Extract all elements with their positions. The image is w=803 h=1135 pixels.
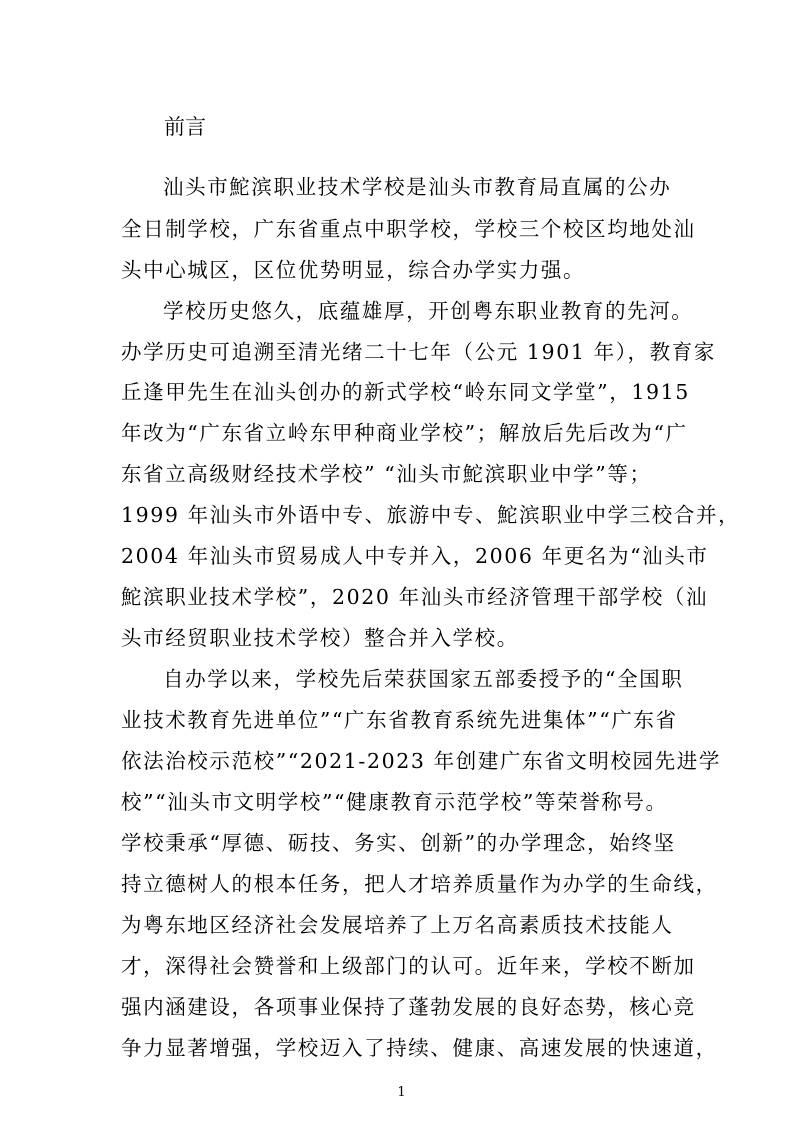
- text-line: 自办学以来，学校先后荣获国家五部委授予的“全国职: [163, 667, 684, 691]
- text-line: 业技术教育先进单位”“广东省教育系统先进集体”“广东省: [121, 708, 678, 732]
- text-line: 依法治校示范校”“2021-2023 年创建广东省文明校园先进学: [121, 749, 721, 773]
- text-line: 为粤东地区经济社会发展培养了上万名高素质技术技能人: [121, 913, 674, 937]
- text-line: 才，深得社会赞誉和上级部门的认可。近年来，学校不断加: [121, 954, 696, 978]
- text-line: 学校秉承“厚德、砺技、务实、创新”的办学理念，始终坚: [121, 831, 676, 855]
- page-heading: 前言: [164, 115, 206, 139]
- text-line: 办学历史可追溯至清光绪二十七年（公元 1901 年），教育家: [121, 340, 716, 364]
- page-number: 1: [397, 1085, 406, 1100]
- text-line: 汕头市鮀滨职业技术学校是汕头市教育局直属的公办: [163, 175, 672, 199]
- text-line: 强内涵建设，各项事业保持了蓬勃发展的良好态势，核心竞: [121, 995, 696, 1019]
- text-line: 鮀滨职业技术学校”，2020 年汕头市经济管理干部学校（汕: [121, 585, 709, 609]
- text-line: 校”“汕头市文明学校”“健康教育示范学校”等荣誉称号。: [121, 790, 668, 814]
- text-line: 1999 年汕头市外语中专、旅游中专、鮀滨职业中学三校合并，: [121, 503, 741, 527]
- text-line: 丘逢甲先生在汕头创办的新式学校“岭东同文学堂”，1915: [121, 380, 690, 404]
- text-line: 全日制学校，广东省重点中职学校，学校三个校区均地处汕: [121, 217, 696, 241]
- text-line: 学校历史悠久，底蕴雄厚，开创粤东职业教育的先河。: [163, 299, 694, 323]
- text-line: 东省立高级财经技术学校” “汕头市鮀滨职业中学”等；: [121, 462, 652, 486]
- text-line: 2004 年汕头市贸易成人中专并入，2006 年更名为“汕头市: [121, 544, 709, 568]
- text-line: 争力显著增强，学校迈入了持续、健康、高速发展的快速道，: [121, 1036, 718, 1060]
- text-line: 持立德树人的根本任务，把人才培养质量作为办学的生命线，: [121, 872, 718, 896]
- text-line: 头市经贸职业技术学校）整合并入学校。: [121, 626, 519, 650]
- text-line: 年改为“广东省立岭东甲种商业学校”；解放后先后改为“广: [121, 421, 688, 445]
- text-line: 头中心城区，区位优势明显，综合办学实力强。: [121, 258, 586, 282]
